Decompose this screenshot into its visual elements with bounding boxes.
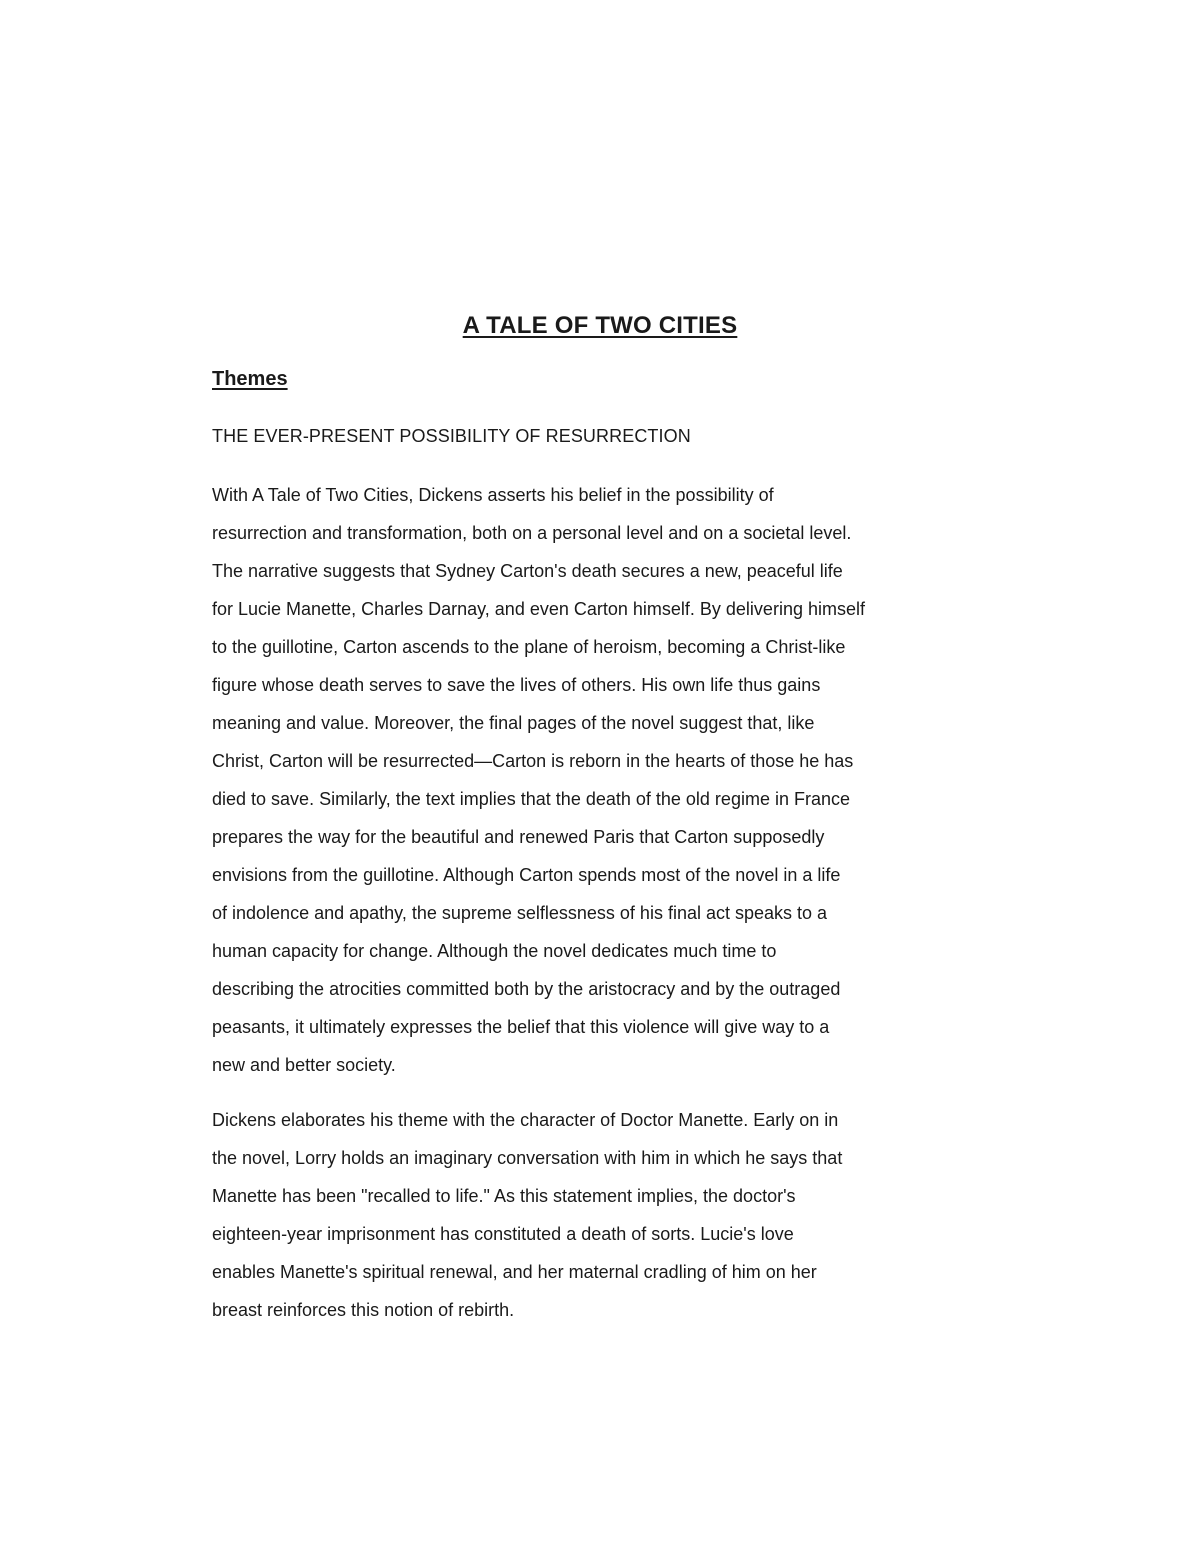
theme-subheading: THE EVER-PRESENT POSSIBILITY OF RESURRECTION: [212, 426, 691, 446]
text-line: Christ, Carton will be resurrected—Carton is reborn in the hearts of those he has: [212, 751, 854, 771]
section-heading-themes: Themes: [212, 368, 288, 390]
text-line: describing the atrocities committed both by the aristocracy and by the outraged: [212, 979, 841, 999]
text-line: breast reinforces this notion of rebirth.: [212, 1300, 515, 1320]
text-line: new and better society.: [212, 1055, 396, 1075]
text-line: meaning and value. Moreover, the final pages of the novel suggest that, like: [212, 713, 815, 733]
text-line: eighteen-year imprisonment has constituted a death of sorts. Lucie's love: [212, 1224, 794, 1244]
text-line: envisions from the guillotine. Although Carton spends most of the novel in a life: [212, 865, 841, 885]
text-line: With A Tale of Two Cities, Dickens asserts his belief in the possibility of: [212, 485, 774, 505]
document-title: A TALE OF TWO CITIES: [462, 312, 738, 339]
text-line: to the guillotine, Carton ascends to the plane of heroism, becoming a Christ-like: [212, 637, 846, 657]
text-line: for Lucie Manette, Charles Darnay, and even Carton himself. By delivering himself: [212, 599, 865, 619]
text-line: resurrection and transformation, both on a personal level and on a societal level.: [212, 523, 852, 543]
body-paragraph-1: [212, 476, 1002, 1084]
text-line: prepares the way for the beautiful and renewed Paris that Carton supposedly: [212, 827, 825, 847]
text-line: figure whose death serves to save the lives of others. His own life thus gains: [212, 675, 821, 695]
text-line: human capacity for change. Although the novel dedicates much time to: [212, 941, 777, 961]
text-line: of indolence and apathy, the supreme selflessness of his final act speaks to a: [212, 903, 828, 923]
text-line: Manette has been "recalled to life." As this statement implies, the doctor's: [212, 1186, 796, 1206]
text-line: peasants, it ultimately expresses the belief that this violence will give way to a: [212, 1017, 830, 1037]
text-line: enables Manette's spiritual renewal, and her maternal cradling of him on her: [212, 1262, 817, 1282]
text-line: died to save. Similarly, the text implies that the death of the old regime in France: [212, 789, 850, 809]
text-line: Dickens elaborates his theme with the character of Doctor Manette. Early on in: [212, 1110, 839, 1130]
body-paragraph-2: [212, 1101, 1002, 1329]
text-line: the novel, Lorry holds an imaginary conversation with him in which he says that: [212, 1148, 843, 1168]
text-line: The narrative suggests that Sydney Carton's death secures a new, peaceful life: [212, 561, 843, 581]
